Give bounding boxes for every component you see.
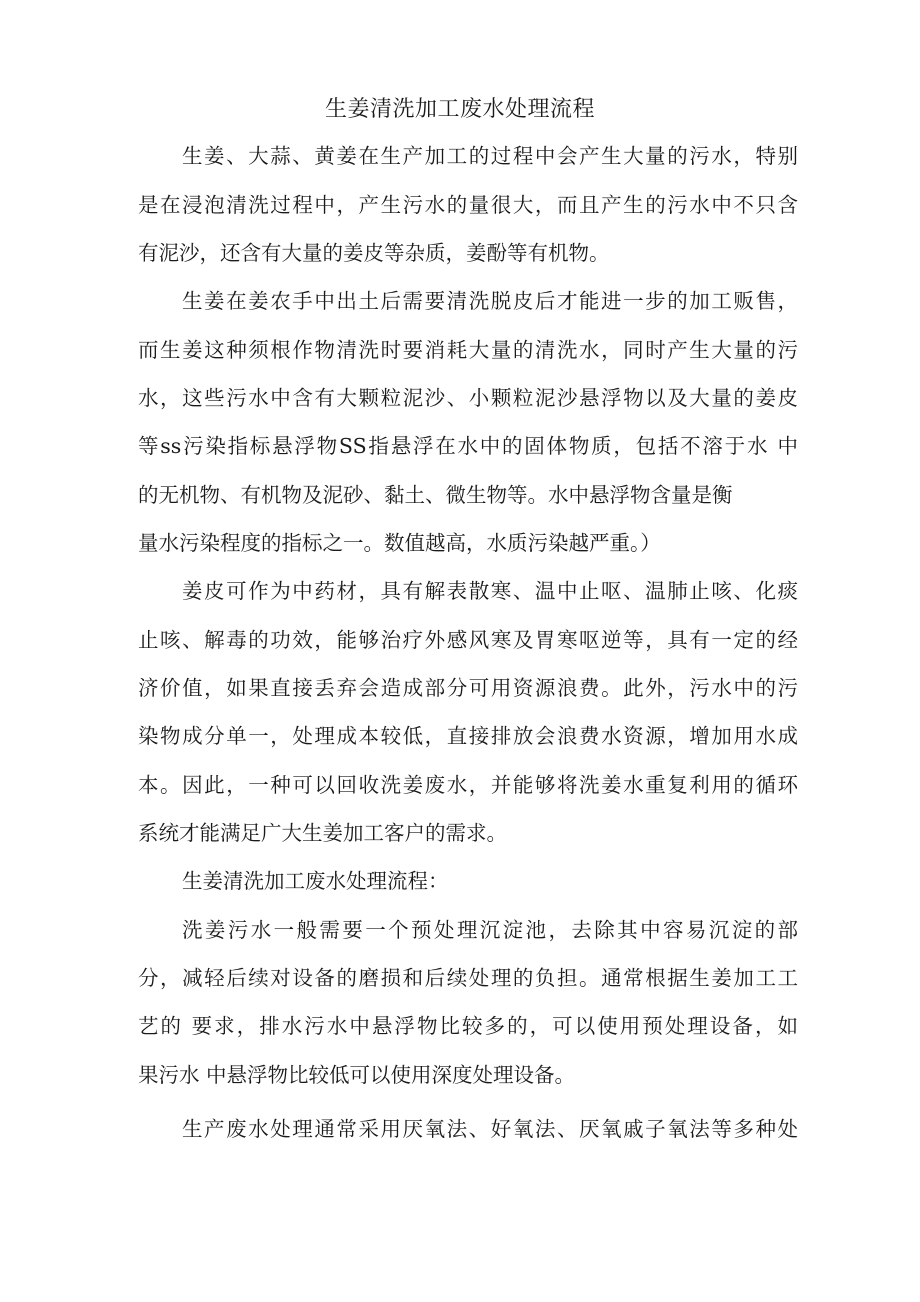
paragraph-line: 量水污染程度的指标之一。数值越高，水质污染越严重。） [138, 531, 661, 555]
paragraph-line: 的无机物、有机物及泥砂、黏土、微生物等。水中悬浮物含量是衡 [138, 483, 733, 507]
section-heading: 生姜清洗加工废水处理流程： [182, 869, 449, 893]
paragraph-line: 洗姜污水一般需要一个预处理沉淀池，去除其中容易沉淀的部 [182, 918, 798, 942]
paragraph-line: 止咳、解毒的功效，能够治疗外感风寒及胃寒呕逆等，具有一定的经 [138, 628, 798, 652]
paragraph-line: 系统才能满足广大生姜加工客户的需求。 [138, 821, 507, 845]
paragraph-line: 分，减轻后续对设备的磨损和后续处理的负担。通常根据生姜加工工 [138, 966, 798, 990]
paragraph-line: 等ss污染指标悬浮物SS指悬浮在水中的固体物质，包括不溶于水 中 [138, 434, 798, 458]
paragraph-line: 艺的 要求，排水污水中悬浮物比较多的，可以使用预处理设备，如 [138, 1014, 798, 1038]
paragraph-line: 生姜、大蒜、黄姜在生产加工的过程中会产生大量的污水，特别 [182, 144, 798, 168]
document-title: 生姜清洗加工废水处理流程 [324, 97, 595, 122]
paragraph-line: 生产废水处理通常采用厌氧法、好氧法、厌氧戚子氧法等多种处 [182, 1117, 798, 1141]
paragraph-line: 而生姜这种须根作物清洗时要消耗大量的清洗水，同时产生大量的污 [138, 338, 798, 362]
paragraph-line: 有泥沙，还含有大量的姜皮等杂质，姜酚等有机物。 [138, 241, 610, 265]
paragraph-line: 染物成分单一，处理成本较低，直接排放会浪费水资源，增加用水成 [138, 724, 798, 748]
paragraph-line: 水，这些污水中含有大颗粒泥沙、小颗粒泥沙悬浮物以及大量的姜皮 [138, 386, 798, 410]
paragraph-line: 济价值，如果直接丢弃会造成部分可用资源浪费。此外，污水中的污 [138, 676, 798, 700]
paragraph-line: 本。因此，一种可以回收洗姜废水，并能够将洗姜水重复利用的循环 [138, 773, 798, 797]
paragraph-line: 生姜在姜农手中出土后需要清洗脱皮后才能进一步的加工贩售， [182, 289, 798, 313]
paragraph-line: 是在浸泡清洗过程中，产生污水的量很大，而且产生的污水中不只含 [138, 193, 798, 217]
paragraph-line: 姜皮可作为中药材，具有解表散寒、温中止呕、温肺止咳、化痰 [182, 579, 798, 603]
paragraph-line: 果污水 中悬浮物比较低可以使用深度处理设备。 [138, 1063, 576, 1087]
